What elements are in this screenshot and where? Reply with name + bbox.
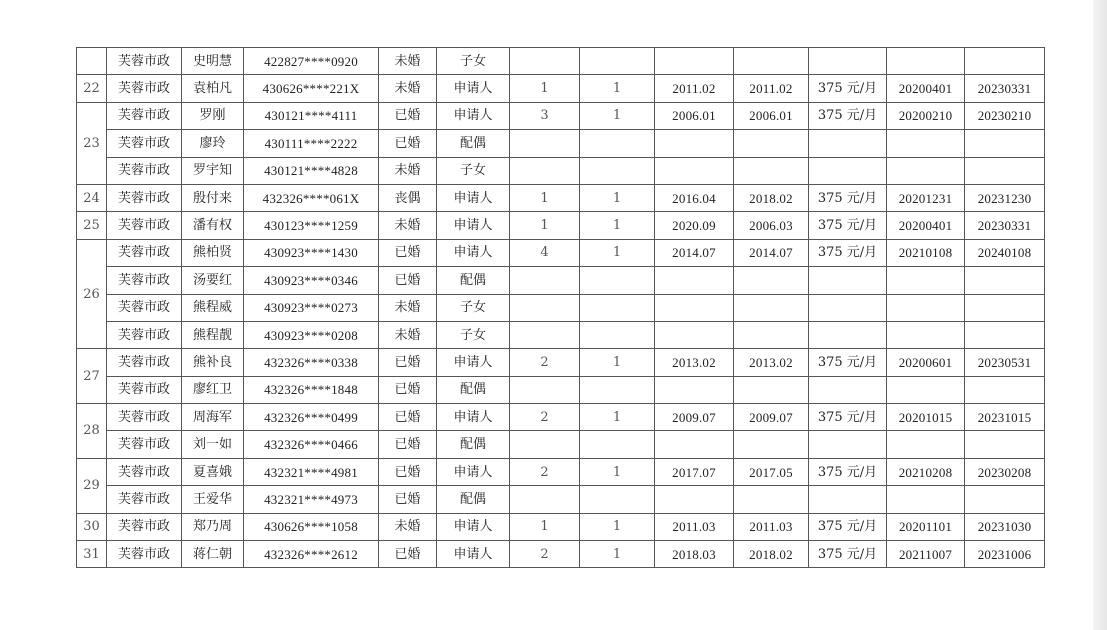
- period-from-cell: [887, 376, 965, 403]
- household-size-cell: 1: [510, 212, 580, 239]
- start-date-cell: 2011.03: [655, 513, 734, 540]
- relation-cell: 子女: [437, 321, 510, 348]
- subsidy-standard-cell: [809, 376, 887, 403]
- household-size-cell: 3: [510, 102, 580, 129]
- rent-start-cell: 2018.02: [734, 541, 809, 568]
- marital-status-cell: 已婚: [379, 130, 437, 157]
- serial-number-cell: 26: [77, 239, 107, 349]
- serial-number-cell: 30: [77, 513, 107, 540]
- table-row: [77, 321, 1045, 348]
- household-size-cell: 2: [510, 349, 580, 376]
- period-from-cell: [887, 486, 965, 513]
- household-size-cell: [510, 486, 580, 513]
- period-to-cell: [965, 130, 1045, 157]
- start-date-cell: 2020.09: [655, 212, 734, 239]
- relation-cell: 申请人: [437, 458, 510, 485]
- marital-status-cell: 未婚: [379, 157, 437, 184]
- period-from-cell: 20200210: [887, 102, 965, 129]
- period-to-cell: 20230208: [965, 458, 1045, 485]
- id-number-cell: 430626****1058: [244, 513, 379, 540]
- subsidy-standard-cell: [809, 486, 887, 513]
- relation-cell: 配偶: [437, 130, 510, 157]
- name-cell: 廖红卫: [182, 376, 244, 403]
- table-row: [77, 486, 1045, 513]
- household-size-cell: [510, 130, 580, 157]
- period-from-cell: [887, 321, 965, 348]
- tier-cell: [580, 48, 655, 75]
- household-size-cell: [510, 267, 580, 294]
- rent-start-cell: [734, 376, 809, 403]
- period-from-cell: 20201101: [887, 513, 965, 540]
- relation-cell: 申请人: [437, 404, 510, 431]
- marital-status-cell: 已婚: [379, 102, 437, 129]
- table-row: [77, 541, 1045, 568]
- subsidy-standard-cell: 375 元/月: [809, 513, 887, 540]
- subsidy-standard-cell: 375 元/月: [809, 184, 887, 211]
- name-cell: 熊柏贤: [182, 239, 244, 266]
- marital-status-cell: 已婚: [379, 267, 437, 294]
- table-row: [77, 130, 1045, 157]
- subsidy-standard-cell: 375 元/月: [809, 458, 887, 485]
- period-from-cell: [887, 431, 965, 458]
- household-size-cell: 1: [510, 513, 580, 540]
- period-from-cell: [887, 294, 965, 321]
- tier-cell: 1: [580, 458, 655, 485]
- marital-status-cell: 未婚: [379, 212, 437, 239]
- relation-cell: 申请人: [437, 239, 510, 266]
- id-number-cell: 432326****0466: [244, 431, 379, 458]
- unit-cell: 芙蓉市政: [107, 321, 182, 348]
- table-row: [77, 404, 1045, 431]
- tier-cell: [580, 486, 655, 513]
- relation-cell: 申请人: [437, 349, 510, 376]
- serial-number-cell: 29: [77, 458, 107, 513]
- rent-start-cell: [734, 431, 809, 458]
- household-size-cell: [510, 321, 580, 348]
- tier-cell: [580, 294, 655, 321]
- period-from-cell: 20201231: [887, 184, 965, 211]
- relation-cell: 子女: [437, 157, 510, 184]
- subsidy-standard-cell: [809, 267, 887, 294]
- roster-body: [77, 48, 1045, 568]
- rent-start-cell: [734, 486, 809, 513]
- id-number-cell: 432326****0338: [244, 349, 379, 376]
- unit-cell: 芙蓉市政: [107, 102, 182, 129]
- serial-number-cell: 28: [77, 404, 107, 459]
- subsidy-standard-cell: [809, 321, 887, 348]
- id-number-cell: 430123****1259: [244, 212, 379, 239]
- start-date-cell: 2006.01: [655, 102, 734, 129]
- name-cell: 刘一如: [182, 431, 244, 458]
- table-row: [77, 267, 1045, 294]
- serial-number-cell: 27: [77, 349, 107, 404]
- household-size-cell: 1: [510, 184, 580, 211]
- subsidy-standard-cell: 375 元/月: [809, 541, 887, 568]
- name-cell: 罗刚: [182, 102, 244, 129]
- tier-cell: 1: [580, 513, 655, 540]
- name-cell: 袁柏凡: [182, 75, 244, 102]
- id-number-cell: 430121****4111: [244, 102, 379, 129]
- relation-cell: 子女: [437, 294, 510, 321]
- unit-cell: 芙蓉市政: [107, 513, 182, 540]
- unit-cell: 芙蓉市政: [107, 157, 182, 184]
- rent-start-cell: 2011.03: [734, 513, 809, 540]
- rent-start-cell: [734, 48, 809, 75]
- unit-cell: 芙蓉市政: [107, 541, 182, 568]
- start-date-cell: [655, 267, 734, 294]
- household-size-cell: [510, 376, 580, 403]
- subsidy-standard-cell: [809, 48, 887, 75]
- name-cell: 王爱华: [182, 486, 244, 513]
- period-from-cell: [887, 157, 965, 184]
- period-to-cell: 20231030: [965, 513, 1045, 540]
- serial-number-cell: 31: [77, 541, 107, 568]
- id-number-cell: 432321****4973: [244, 486, 379, 513]
- unit-cell: 芙蓉市政: [107, 486, 182, 513]
- household-size-cell: 2: [510, 404, 580, 431]
- subsidy-standard-cell: 375 元/月: [809, 212, 887, 239]
- start-date-cell: [655, 157, 734, 184]
- period-from-cell: 20200601: [887, 349, 965, 376]
- rent-start-cell: 2017.05: [734, 458, 809, 485]
- tier-cell: 1: [580, 75, 655, 102]
- id-number-cell: 430923****0346: [244, 267, 379, 294]
- subsidy-standard-cell: [809, 157, 887, 184]
- subsidy-standard-cell: 375 元/月: [809, 239, 887, 266]
- subsidy-standard-cell: 375 元/月: [809, 75, 887, 102]
- marital-status-cell: 已婚: [379, 486, 437, 513]
- name-cell: 夏喜娥: [182, 458, 244, 485]
- relation-cell: 配偶: [437, 431, 510, 458]
- tier-cell: 1: [580, 404, 655, 431]
- name-cell: 熊补良: [182, 349, 244, 376]
- housing-subsidy-roster-table: [76, 47, 1045, 568]
- marital-status-cell: 丧偶: [379, 184, 437, 211]
- unit-cell: 芙蓉市政: [107, 267, 182, 294]
- table-row: [77, 239, 1045, 266]
- rent-start-cell: [734, 157, 809, 184]
- period-from-cell: [887, 267, 965, 294]
- period-from-cell: 20210108: [887, 239, 965, 266]
- unit-cell: 芙蓉市政: [107, 48, 182, 75]
- start-date-cell: 2009.07: [655, 404, 734, 431]
- start-date-cell: 2016.04: [655, 184, 734, 211]
- marital-status-cell: 已婚: [379, 349, 437, 376]
- serial-number-cell: [77, 48, 107, 75]
- table-row: [77, 48, 1045, 75]
- period-to-cell: 20230210: [965, 102, 1045, 129]
- period-from-cell: 20210208: [887, 458, 965, 485]
- tier-cell: [580, 431, 655, 458]
- table-row: [77, 157, 1045, 184]
- subsidy-standard-cell: 375 元/月: [809, 349, 887, 376]
- start-date-cell: 2014.07: [655, 239, 734, 266]
- marital-status-cell: 已婚: [379, 541, 437, 568]
- id-number-cell: 430923****0208: [244, 321, 379, 348]
- start-date-cell: 2018.03: [655, 541, 734, 568]
- period-from-cell: 20201015: [887, 404, 965, 431]
- table-row: [77, 75, 1045, 102]
- id-number-cell: 430923****0273: [244, 294, 379, 321]
- tier-cell: 1: [580, 349, 655, 376]
- tier-cell: 1: [580, 541, 655, 568]
- unit-cell: 芙蓉市政: [107, 458, 182, 485]
- household-size-cell: 1: [510, 75, 580, 102]
- relation-cell: 申请人: [437, 541, 510, 568]
- period-to-cell: [965, 294, 1045, 321]
- id-number-cell: 432326****0499: [244, 404, 379, 431]
- period-to-cell: [965, 48, 1045, 75]
- start-date-cell: [655, 130, 734, 157]
- marital-status-cell: 已婚: [379, 458, 437, 485]
- unit-cell: 芙蓉市政: [107, 212, 182, 239]
- unit-cell: 芙蓉市政: [107, 184, 182, 211]
- name-cell: 郑乃周: [182, 513, 244, 540]
- household-size-cell: 4: [510, 239, 580, 266]
- household-size-cell: [510, 431, 580, 458]
- marital-status-cell: 未婚: [379, 48, 437, 75]
- period-from-cell: 20200401: [887, 75, 965, 102]
- period-from-cell: [887, 48, 965, 75]
- household-size-cell: 2: [510, 458, 580, 485]
- rent-start-cell: 2014.07: [734, 239, 809, 266]
- name-cell: 汤要红: [182, 267, 244, 294]
- id-number-cell: 430923****1430: [244, 239, 379, 266]
- name-cell: 殷付来: [182, 184, 244, 211]
- table-row: [77, 212, 1045, 239]
- period-to-cell: 20240108: [965, 239, 1045, 266]
- household-size-cell: [510, 294, 580, 321]
- id-number-cell: 432326****061X: [244, 184, 379, 211]
- id-number-cell: 422827****0920: [244, 48, 379, 75]
- table-row: [77, 431, 1045, 458]
- unit-cell: 芙蓉市政: [107, 239, 182, 266]
- name-cell: 熊程威: [182, 294, 244, 321]
- table-row: [77, 349, 1045, 376]
- name-cell: 蒋仁朝: [182, 541, 244, 568]
- subsidy-standard-cell: [809, 294, 887, 321]
- marital-status-cell: 已婚: [379, 376, 437, 403]
- period-from-cell: [887, 130, 965, 157]
- subsidy-standard-cell: [809, 431, 887, 458]
- household-size-cell: [510, 48, 580, 75]
- relation-cell: 配偶: [437, 267, 510, 294]
- tier-cell: 1: [580, 239, 655, 266]
- start-date-cell: [655, 431, 734, 458]
- marital-status-cell: 未婚: [379, 513, 437, 540]
- relation-cell: 申请人: [437, 184, 510, 211]
- relation-cell: 申请人: [437, 513, 510, 540]
- period-to-cell: 20230331: [965, 212, 1045, 239]
- tier-cell: 1: [580, 212, 655, 239]
- tier-cell: [580, 267, 655, 294]
- name-cell: 罗宇知: [182, 157, 244, 184]
- relation-cell: 申请人: [437, 212, 510, 239]
- rent-start-cell: 2011.02: [734, 75, 809, 102]
- relation-cell: 申请人: [437, 75, 510, 102]
- start-date-cell: [655, 48, 734, 75]
- rent-start-cell: 2009.07: [734, 404, 809, 431]
- id-number-cell: 432321****4981: [244, 458, 379, 485]
- name-cell: 熊程靓: [182, 321, 244, 348]
- subsidy-standard-cell: [809, 130, 887, 157]
- table-row: [77, 294, 1045, 321]
- unit-cell: 芙蓉市政: [107, 130, 182, 157]
- period-to-cell: [965, 431, 1045, 458]
- serial-number-cell: 25: [77, 212, 107, 239]
- name-cell: 潘有权: [182, 212, 244, 239]
- marital-status-cell: 已婚: [379, 431, 437, 458]
- table-row: [77, 102, 1045, 129]
- period-from-cell: 20211007: [887, 541, 965, 568]
- rent-start-cell: 2006.01: [734, 102, 809, 129]
- name-cell: 周海军: [182, 404, 244, 431]
- rent-start-cell: 2013.02: [734, 349, 809, 376]
- serial-number-cell: 24: [77, 184, 107, 211]
- start-date-cell: 2013.02: [655, 349, 734, 376]
- relation-cell: 配偶: [437, 486, 510, 513]
- period-from-cell: 20200401: [887, 212, 965, 239]
- period-to-cell: 20231015: [965, 404, 1045, 431]
- rent-start-cell: 2006.03: [734, 212, 809, 239]
- table-row: [77, 184, 1045, 211]
- unit-cell: 芙蓉市政: [107, 404, 182, 431]
- period-to-cell: 20231230: [965, 184, 1045, 211]
- page-edge: [1093, 0, 1107, 630]
- table-row: [77, 513, 1045, 540]
- relation-cell: 子女: [437, 48, 510, 75]
- household-size-cell: 2: [510, 541, 580, 568]
- household-size-cell: [510, 157, 580, 184]
- period-to-cell: [965, 267, 1045, 294]
- period-to-cell: [965, 486, 1045, 513]
- start-date-cell: 2011.02: [655, 75, 734, 102]
- rent-start-cell: [734, 267, 809, 294]
- start-date-cell: [655, 376, 734, 403]
- table-row: [77, 458, 1045, 485]
- relation-cell: 配偶: [437, 376, 510, 403]
- rent-start-cell: [734, 294, 809, 321]
- tier-cell: 1: [580, 102, 655, 129]
- start-date-cell: [655, 321, 734, 348]
- tier-cell: 1: [580, 184, 655, 211]
- marital-status-cell: 未婚: [379, 75, 437, 102]
- table-row: [77, 376, 1045, 403]
- relation-cell: 申请人: [437, 102, 510, 129]
- unit-cell: 芙蓉市政: [107, 431, 182, 458]
- unit-cell: 芙蓉市政: [107, 376, 182, 403]
- subsidy-standard-cell: 375 元/月: [809, 102, 887, 129]
- serial-number-cell: 22: [77, 75, 107, 102]
- unit-cell: 芙蓉市政: [107, 294, 182, 321]
- name-cell: 廖玲: [182, 130, 244, 157]
- tier-cell: [580, 130, 655, 157]
- tier-cell: [580, 376, 655, 403]
- marital-status-cell: 未婚: [379, 321, 437, 348]
- subsidy-standard-cell: 375 元/月: [809, 404, 887, 431]
- id-number-cell: 430111****2222: [244, 130, 379, 157]
- rent-start-cell: [734, 130, 809, 157]
- rent-start-cell: 2018.02: [734, 184, 809, 211]
- unit-cell: 芙蓉市政: [107, 75, 182, 102]
- start-date-cell: [655, 486, 734, 513]
- id-number-cell: 432326****2612: [244, 541, 379, 568]
- start-date-cell: [655, 294, 734, 321]
- period-to-cell: [965, 376, 1045, 403]
- period-to-cell: [965, 321, 1045, 348]
- unit-cell: 芙蓉市政: [107, 349, 182, 376]
- id-number-cell: 430626****221X: [244, 75, 379, 102]
- period-to-cell: 20230331: [965, 75, 1045, 102]
- period-to-cell: 20230531: [965, 349, 1045, 376]
- tier-cell: [580, 321, 655, 348]
- marital-status-cell: 已婚: [379, 404, 437, 431]
- rent-start-cell: [734, 321, 809, 348]
- start-date-cell: 2017.07: [655, 458, 734, 485]
- marital-status-cell: 已婚: [379, 239, 437, 266]
- period-to-cell: 20231006: [965, 541, 1045, 568]
- period-to-cell: [965, 157, 1045, 184]
- id-number-cell: 432326****1848: [244, 376, 379, 403]
- marital-status-cell: 未婚: [379, 294, 437, 321]
- tier-cell: [580, 157, 655, 184]
- name-cell: 史明慧: [182, 48, 244, 75]
- serial-number-cell: 23: [77, 102, 107, 184]
- id-number-cell: 430121****4828: [244, 157, 379, 184]
